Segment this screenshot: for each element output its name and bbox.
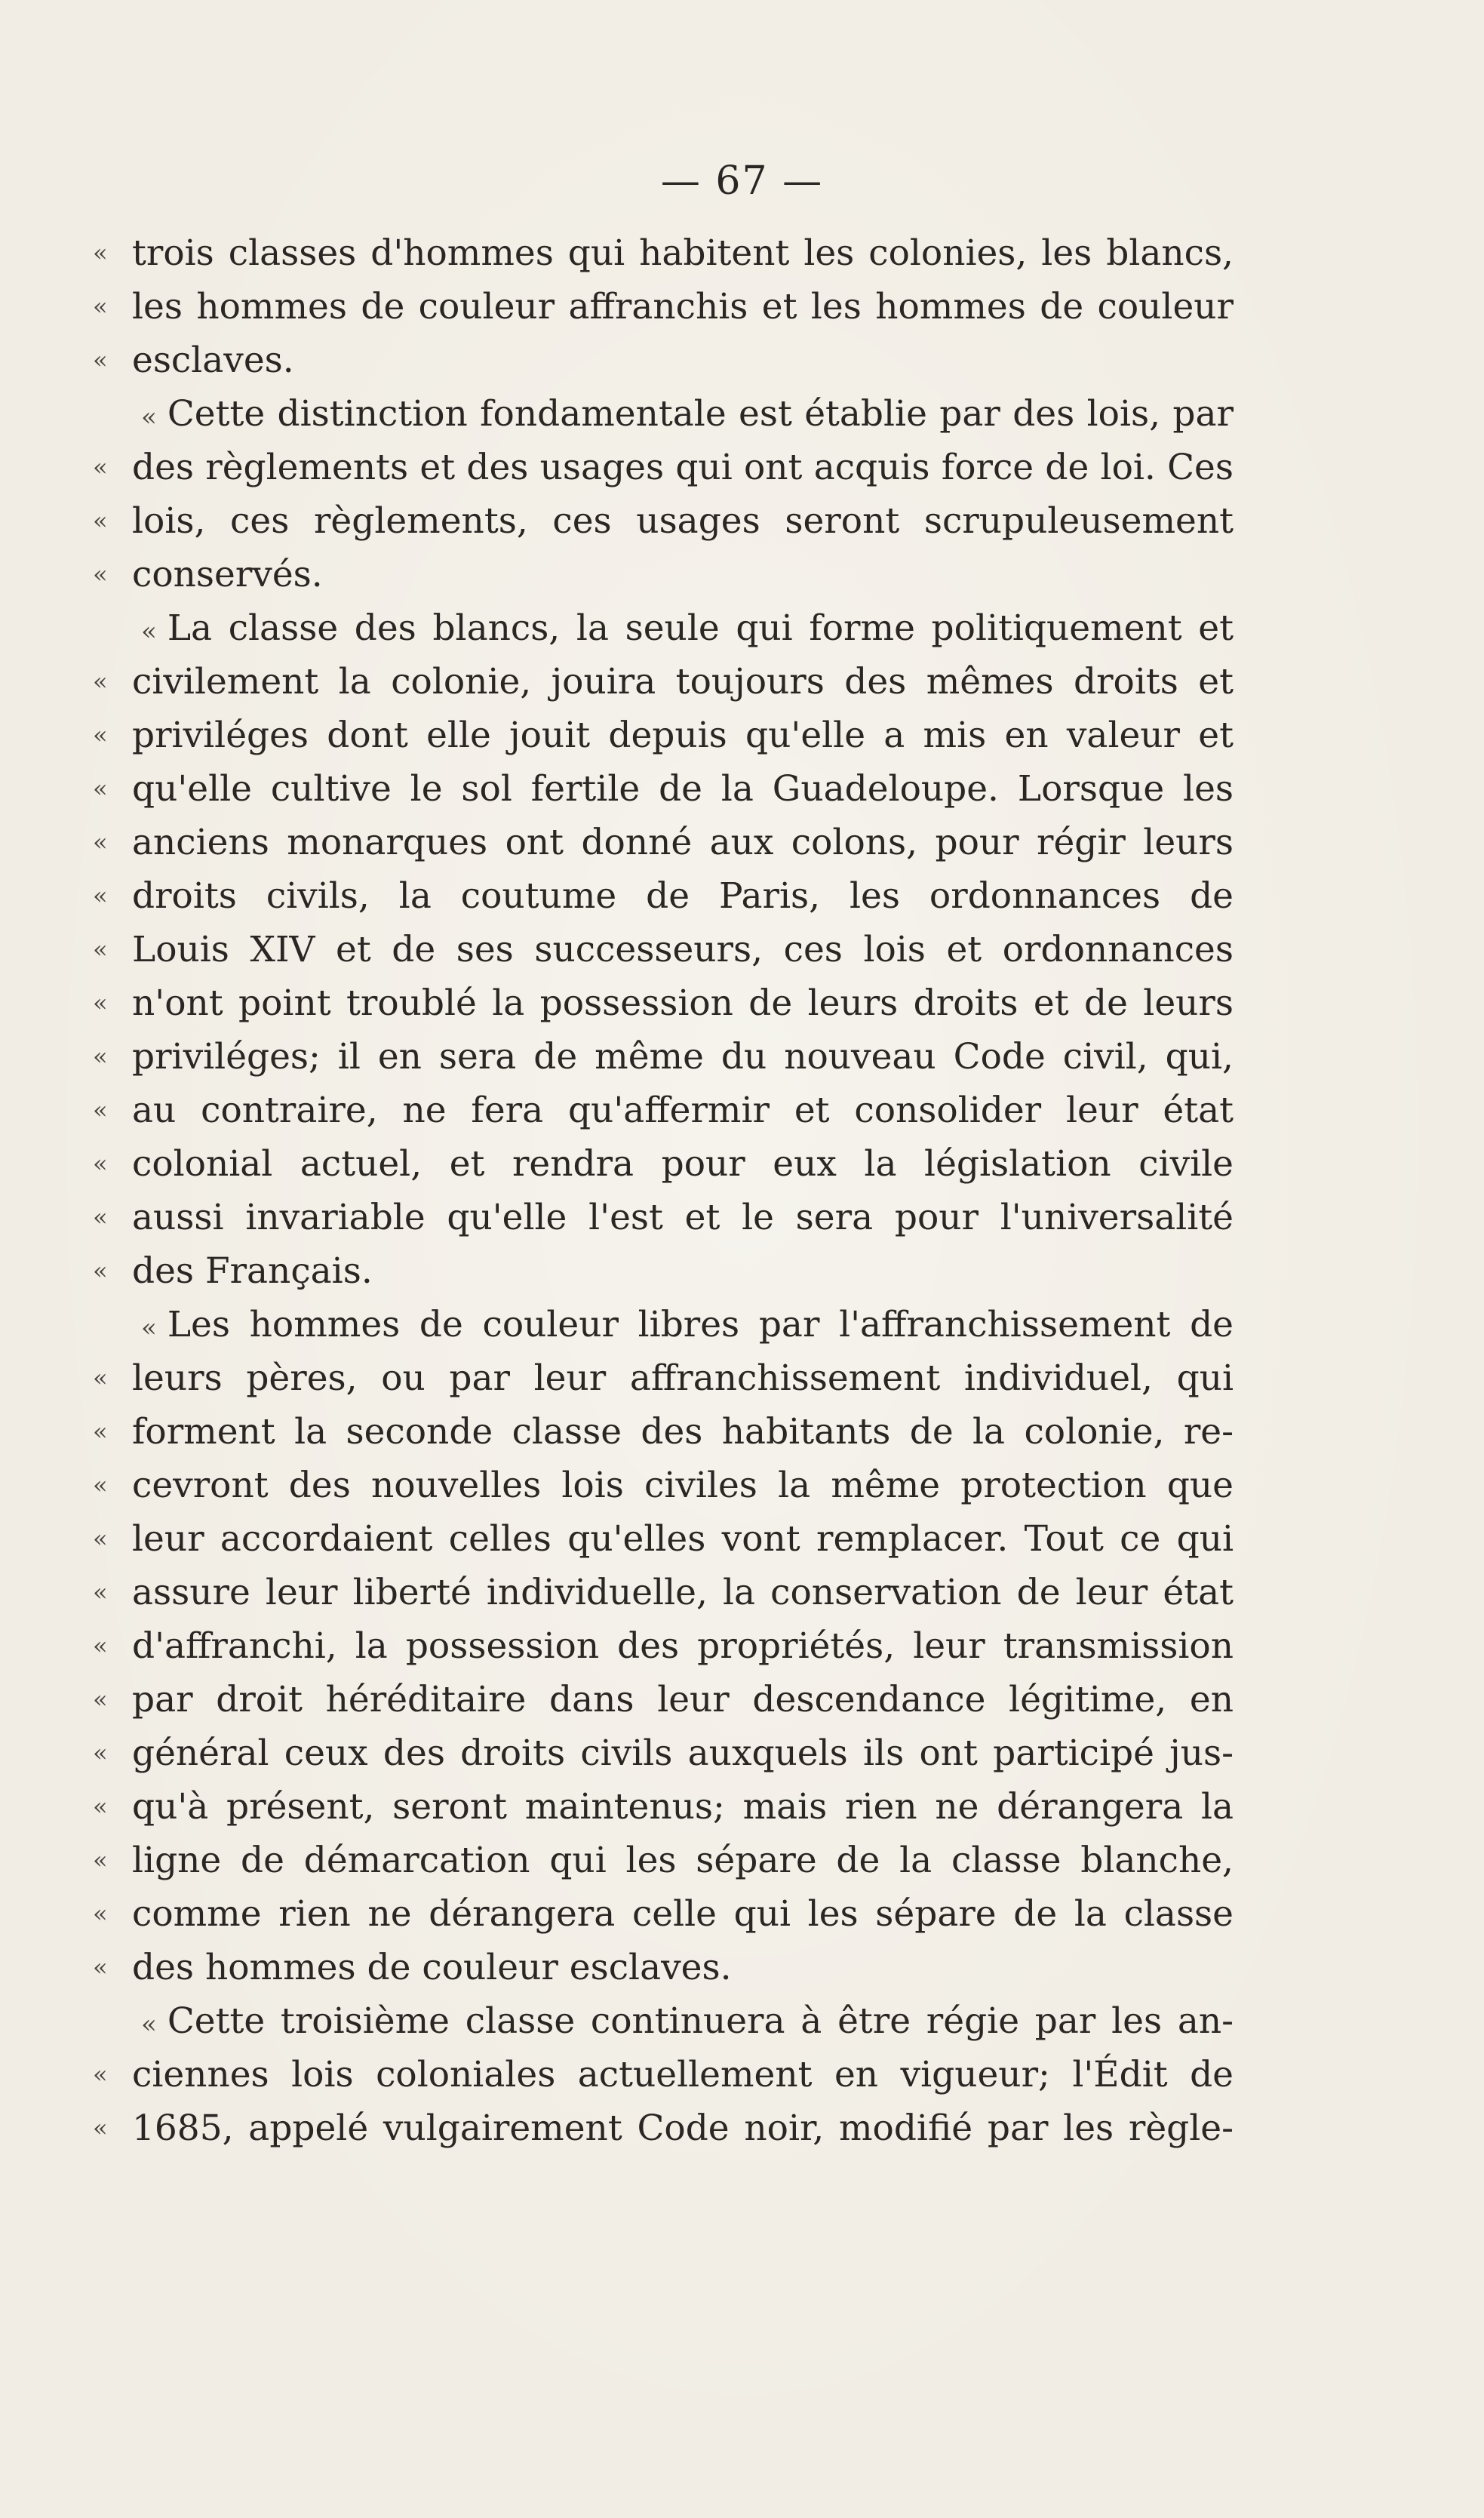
margin-quote-mark: « (93, 453, 108, 481)
text-line (93, 494, 1234, 548)
text-line (93, 1405, 1234, 1459)
line-text: Cette distinction fondamentale est établie par des lois, par (167, 393, 1234, 435)
margin-quote-mark: « (93, 1203, 108, 1231)
line-text: Les hommes de couleur libres par l'affranchissement de (167, 1304, 1234, 1345)
body-text (93, 226, 1234, 2155)
line-text: Cette troisième classe continuera à être régie par les an- (167, 2000, 1234, 2042)
line-text: d'affranchi, la possession des propriétés, leur transmission (132, 1625, 1234, 1667)
line-text: n'ont point troublé la possession de leurs droits et de leurs (132, 982, 1234, 1024)
line-text: général ceux des droits civils auxquels ils ont participé jus- (132, 1732, 1234, 1774)
margin-quote-mark: « (93, 988, 108, 1017)
line-text: cevront des nouvelles lois civiles la même protection que (132, 1465, 1234, 1506)
page-number: — 67 — (660, 158, 824, 204)
margin-quote-mark: « (93, 881, 108, 910)
paragraph-quote-mark: « (141, 616, 157, 647)
text-line (93, 548, 1234, 601)
margin-quote-mark: « (93, 1471, 108, 1499)
text-line (93, 976, 1234, 1030)
line-text: des Français. (132, 1250, 373, 1292)
line-text: colonial actuel, et rendra pour eux la législation civile (132, 1143, 1234, 1185)
line-text: La classe des blancs, la seule qui forme politiquement et (167, 607, 1234, 649)
margin-quote-mark: « (93, 1685, 108, 1714)
text-line (93, 226, 1234, 280)
margin-quote-mark: « (93, 1792, 108, 1821)
margin-quote-mark: « (93, 1417, 108, 1446)
margin-quote-mark: « (93, 2060, 108, 2089)
text-line (93, 869, 1234, 923)
line-text: trois classes d'hommes qui habitent les colonies, les blancs, (132, 232, 1234, 274)
text-line (93, 1619, 1234, 1673)
text-line (93, 1030, 1234, 1084)
margin-quote-mark: « (93, 774, 108, 803)
margin-quote-mark: « (93, 238, 108, 267)
margin-quote-mark: « (93, 828, 108, 856)
margin-quote-mark: « (93, 2114, 108, 2142)
line-text: forment la seconde classe des habitants de la colonie, re- (132, 1411, 1234, 1453)
margin-quote-mark: « (93, 1149, 108, 1178)
margin-quote-mark: « (93, 1899, 108, 1928)
paragraph-quote-mark: « (141, 1313, 157, 1343)
text-line (132, 1298, 1234, 1351)
line-text: qu'elle cultive le sol fertile de la Guadeloupe. Lorsque les (132, 768, 1234, 810)
margin-quote-mark: « (93, 1042, 108, 1071)
margin-quote-mark: « (93, 506, 108, 535)
margin-quote-mark: « (93, 667, 108, 696)
line-text: leur accordaient celles qu'elles vont remplacer. Tout ce qui (132, 1518, 1234, 1560)
text-line (93, 1351, 1234, 1405)
line-text: comme rien ne dérangera celle qui les sépare de la classe (132, 1893, 1234, 1935)
text-line (93, 1780, 1234, 1834)
line-text: priviléges; il en sera de même du nouveau Code civil, qui, (132, 1036, 1234, 1078)
line-text: lois, ces règlements, ces usages seront scrupuleusement (132, 500, 1234, 542)
text-line (93, 816, 1234, 869)
text-line (93, 1887, 1234, 1941)
text-line (132, 387, 1234, 441)
line-text: civilement la colonie, jouira toujours des mêmes droits et (132, 661, 1234, 703)
margin-quote-mark: « (93, 1524, 108, 1553)
margin-quote-mark: « (93, 1096, 108, 1124)
text-line (93, 655, 1234, 709)
margin-quote-mark: « (93, 1953, 108, 1982)
text-line (93, 1244, 1234, 1298)
line-text: assure leur liberté individuelle, la conservation de leur état (132, 1572, 1234, 1613)
margin-quote-mark: « (93, 346, 108, 374)
text-line (93, 2101, 1234, 2155)
margin-quote-mark: « (93, 1256, 108, 1285)
margin-quote-mark: « (93, 1631, 108, 1660)
margin-quote-mark: « (93, 1846, 108, 1874)
text-line (93, 1726, 1234, 1780)
margin-quote-mark: « (93, 721, 108, 749)
margin-quote-mark: « (93, 560, 108, 589)
line-text: ligne de démarcation qui les sépare de la classe blanche, (132, 1840, 1234, 1881)
text-line (93, 280, 1234, 334)
text-line (132, 1994, 1234, 2048)
paragraph-quote-mark: « (141, 2009, 157, 2040)
text-line (93, 1137, 1234, 1191)
text-line (93, 1566, 1234, 1619)
text-line (93, 1834, 1234, 1887)
line-text: Louis XIV et de ses successeurs, ces lois et ordonnances (132, 929, 1234, 970)
line-text: par droit héréditaire dans leur descendance légitime, en (132, 1679, 1234, 1720)
line-text: les hommes de couleur affranchis et les hommes de couleur (132, 286, 1234, 327)
margin-quote-mark: « (93, 935, 108, 964)
line-text: ciennes lois coloniales actuellement en vigueur; l'Édit de (132, 2054, 1234, 2095)
margin-quote-mark: « (93, 1739, 108, 1767)
margin-quote-mark: « (93, 1364, 108, 1392)
text-line (93, 1941, 1234, 1994)
line-text: droits civils, la coutume de Paris, les ordonnances de (132, 875, 1234, 917)
text-line (132, 601, 1234, 655)
text-line (93, 334, 1234, 387)
text-line (93, 1673, 1234, 1726)
line-text: des hommes de couleur esclaves. (132, 1947, 732, 1988)
line-text: conservés. (132, 554, 323, 595)
text-line (93, 1512, 1234, 1566)
line-text: qu'à présent, seront maintenus; mais rien ne dérangera la (132, 1786, 1234, 1828)
paragraph-quote-mark: « (141, 402, 157, 432)
text-line (93, 762, 1234, 816)
line-text: priviléges dont elle jouit depuis qu'elle a mis en valeur et (132, 715, 1234, 756)
line-text: 1685, appelé vulgairement Code noir, modifié par les règle- (132, 2108, 1234, 2149)
line-text: des règlements et des usages qui ont acquis force de loi. Ces (132, 447, 1234, 488)
line-text: au contraire, ne fera qu'affermir et consolider leur état (132, 1090, 1234, 1131)
text-line (93, 709, 1234, 762)
text-line (93, 1084, 1234, 1137)
text-line (93, 2048, 1234, 2101)
line-text: esclaves. (132, 340, 294, 381)
line-text: leurs pères, ou par leur affranchissement individuel, qui (132, 1357, 1234, 1399)
line-text: anciens monarques ont donné aux colons, pour régir leurs (132, 822, 1234, 863)
text-line (93, 1191, 1234, 1244)
margin-quote-mark: « (93, 1578, 108, 1606)
margin-quote-mark: « (93, 292, 108, 321)
text-line (93, 1459, 1234, 1512)
text-line (93, 441, 1234, 494)
text-line (93, 923, 1234, 976)
line-text: aussi invariable qu'elle l'est et le sera pour l'universalité (132, 1197, 1234, 1238)
